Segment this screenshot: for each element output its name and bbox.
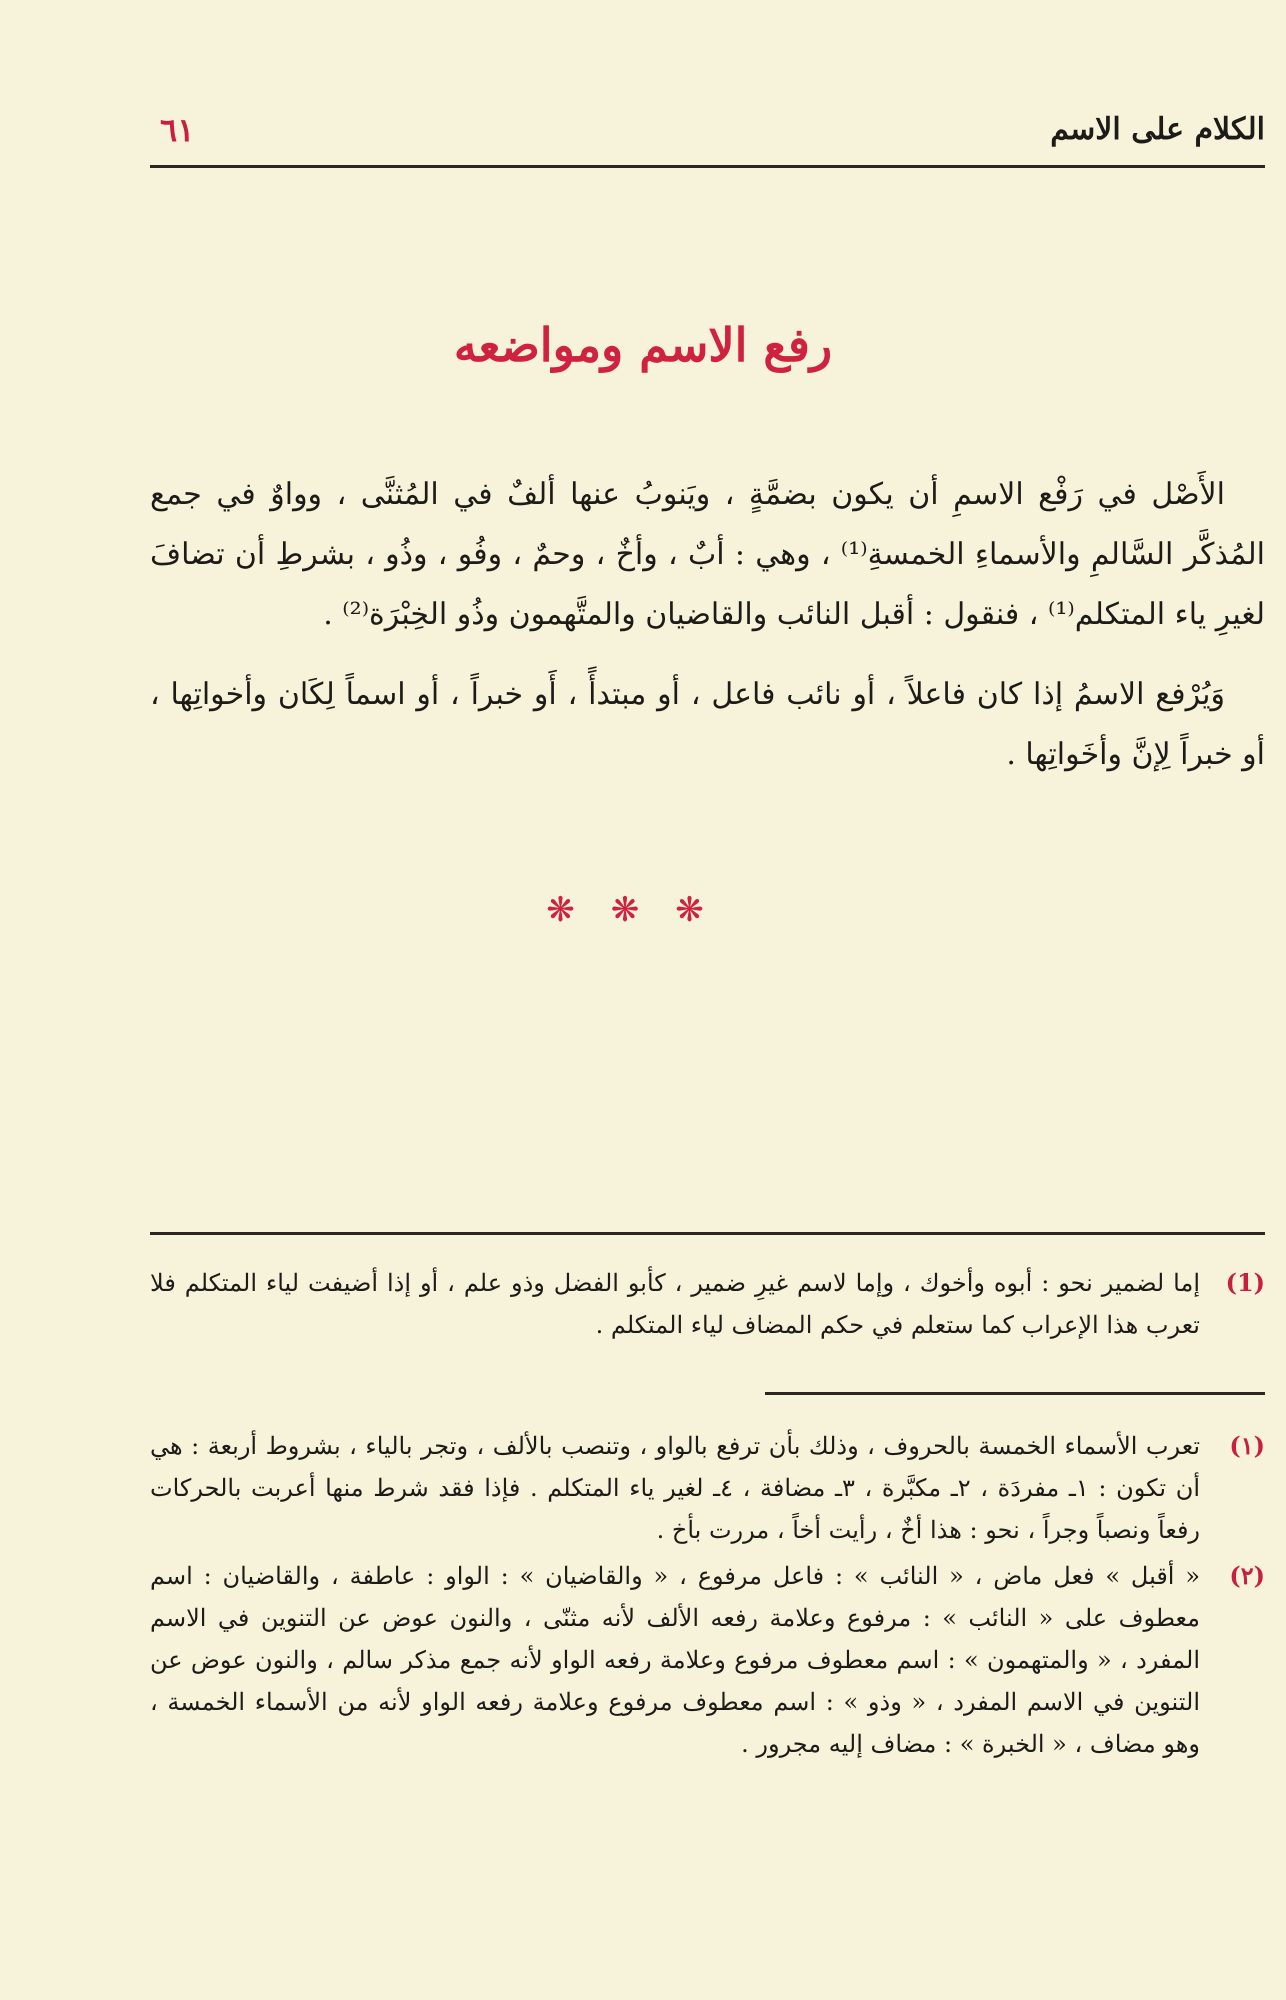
body-paragraph: الأَصْل في رَفْع الاسمِ أن يكون بضمَّةٍ ، ويَنوبُ عنها ألفٌ في المُثنَّى ، وواوٌ في جمع المُذكَّر السَّالمِ والأسماءِ الخمسةِ⁽¹⁾ ، وهي : أبٌ ، وأخٌ ، وحمٌ ، وفُو ، وذُو ، بشرطِ أن تضافَ لغيرِ ياء المتكلم⁽¹⁾ ، فنقول : أقبل النائب والقاضيان والمتَّهمون وذُو الخِبْرَة⁽²⁾ . xyxy=(150,477,1266,632)
footnote-marker: (1) xyxy=(1225,1268,1265,1297)
footnote-marker: (٢) xyxy=(1229,1561,1265,1590)
footnote-marker: (١) xyxy=(1229,1431,1265,1460)
footnote xyxy=(150,1425,1265,1551)
main-text xyxy=(150,465,1265,805)
body-paragraph: وَيُرْفع الاسمُ إذا كان فاعلاً ، أو نائب فاعل ، أو مبتدأً ، أَو خبراً ، أو اسماً لِكَان وأخواتِها ، أو خبراً لِإنَّ وأخَواتِها . xyxy=(150,677,1265,772)
section-separator-stars: ❋❋❋ xyxy=(546,890,740,930)
footnotes-bottom xyxy=(150,1425,1265,1769)
footnote xyxy=(150,1262,1265,1346)
section-title: رفع الاسم ومواضعه xyxy=(453,318,833,372)
footnote-divider xyxy=(150,1232,1265,1235)
footnote-divider-short xyxy=(765,1392,1265,1395)
footnote-text: « أقبل » فعل ماض ، « النائب » : فاعل مرفوع ، « والقاضيان » : الواو : عاطفة ، والقاضيان : اسم معطوف على « النائب » : مرفوع وعلامة رفعه الألف لأنه مثنّى ، والنون عوض عن التنوين في الاسم المفرد ، « والمتهمون » : اسم معطوف مرفوع وعلامة رفعه الواو لأنه جمع مذكر سالم ، والنون عوض عن التنوين في الاسم المفرد ، « وذو » : اسم معطوف مرفوع وعلامة رفعه الواو لأنه من الأسماء الخمسة ، وهو مضاف ، « الخبرة » : مضاف إليه مجرور . xyxy=(150,1562,1200,1758)
footnotes-top xyxy=(150,1262,1265,1350)
page-number: ٦١ xyxy=(160,111,195,149)
footnote-text: تعرب الأسماء الخمسة بالحروف ، وذلك بأن ترفع بالواو ، وتنصب بالألف ، وتجر بالياء ، بشروط أربعة : هي أن تكون : ١ـ مفردَة ، ٢ـ مكبَّرة ، ٣ـ مضافة ، ٤ـ لغير ياء المتكلم . فإذا فقد شرط منها أعربت بالحركات رفعاً ونصباً وجراً ، نحو : هذا أخٌ ، رأيت أخاً ، مررت بأخ . xyxy=(150,1432,1201,1544)
page-header xyxy=(150,105,1265,168)
running-title: الكلام على الاسم xyxy=(1050,112,1265,147)
footnote-text: إما لضمير نحو : أبوه وأخوك ، وإما لاسم غيرِ ضمير ، كأبو الفضل وذو علم ، أو إذا أضيفت لياء المتكلم فلا تعرب هذا الإعراب كما ستعلم في حكم المضاف لياء المتكلم . xyxy=(150,1269,1200,1339)
footnote xyxy=(150,1555,1265,1765)
